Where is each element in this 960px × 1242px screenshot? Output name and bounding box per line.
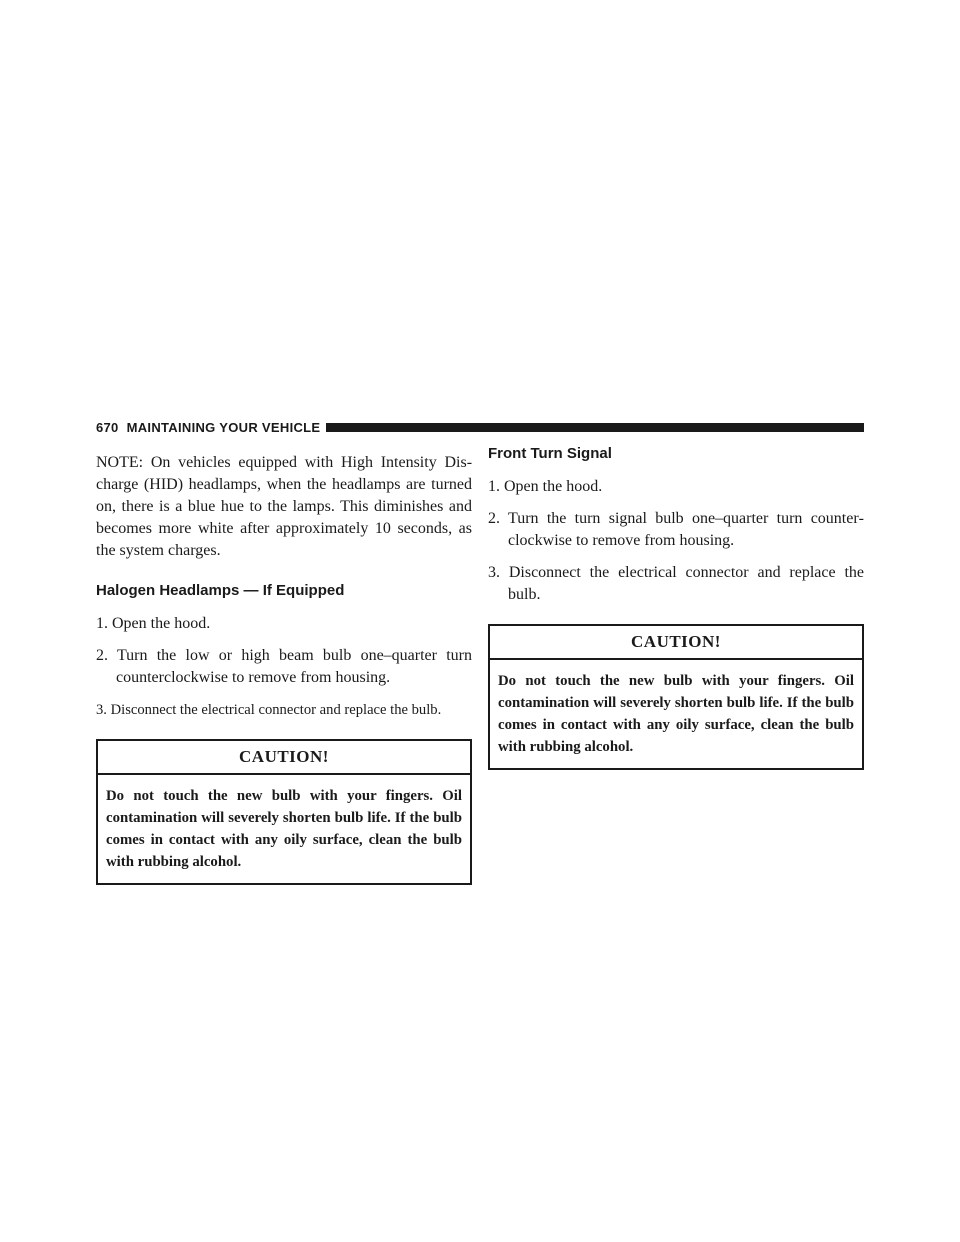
turn-signal-step-1: 1. Open the hood. [488, 478, 603, 495]
halogen-step-3: 3. Disconnect the electrical connector and replace the bulb. [96, 702, 442, 718]
caution-title: CAUTION! [98, 741, 470, 775]
caution-text: Do not touch the new bulb with your fingers. Oil contamination will severely shorten bulb life. If the bulb comes in contact with any oily surface, clean the bulb with rubbing alcohol. [498, 673, 854, 755]
caution-box-right [488, 624, 864, 770]
caution-box-left [96, 739, 472, 885]
left-column [96, 452, 472, 885]
caution-text: Do not touch the new bulb with your fingers. Oil contamination will severely shorten bulb life. If the bulb comes in contact with any oily surface, clean the bulb with rubbing alcohol. [106, 788, 462, 870]
halogen-step-2: 2. Turn the low or high beam bulb one–quarter turn counterclockwise to remove from housing. [96, 647, 472, 686]
note-paragraph [96, 452, 472, 562]
note-text: On vehicles equipped with High Intensity Discharge (HID) headlamps, when the headlamps are turned on, there is a blue hue to the lamps. This diminishes and becomes more white after approximately 10 seconds, as the system charges. [96, 454, 473, 559]
halogen-step-1: 1. Open the hood. [96, 615, 211, 632]
page-number: 670 [96, 419, 119, 435]
header-rule [326, 423, 864, 432]
turn-signal-step-2: 2. Turn the turn signal bulb one–quarter turn counterclockwise to remove from housing. [488, 510, 864, 549]
halogen-heading: Halogen Headlamps — If Equipped [96, 582, 345, 599]
turn-signal-heading: Front Turn Signal [488, 445, 612, 462]
turn-signal-step-3: 3. Disconnect the electrical connector and replace the bulb. [488, 564, 864, 603]
section-title: MAINTAINING YOUR VEHICLE [126, 419, 321, 435]
caution-title: CAUTION! [490, 626, 862, 660]
note-label: NOTE: [96, 454, 144, 471]
right-column [488, 445, 864, 770]
page-header [96, 416, 864, 438]
